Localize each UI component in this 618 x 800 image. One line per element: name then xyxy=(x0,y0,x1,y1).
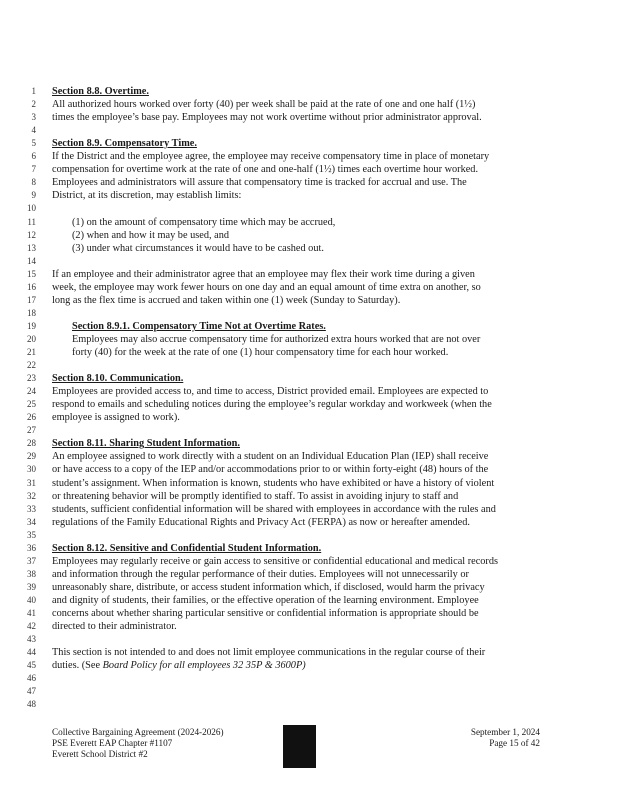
line-text-main: This section is not intended to and does not limit employee communications in the regular course of their xyxy=(52,647,486,659)
line-number: 33 xyxy=(27,503,36,514)
document-line xyxy=(0,581,618,594)
line-text-main: week, the employee may work fewer hours on one day and an equal amount of time extra on another, so xyxy=(52,281,481,293)
footer-agreement-title: Collective Bargaining Agreement (2024-2026) xyxy=(52,727,224,737)
line-number: 39 xyxy=(27,581,36,592)
document-line xyxy=(0,255,618,268)
line-number: 5 xyxy=(31,138,36,149)
document-line xyxy=(0,542,618,555)
line-number: 36 xyxy=(27,542,36,553)
document-line xyxy=(0,137,618,150)
line-text-main: and information through the regular performance of their duties. Employees will not unnecessarily or xyxy=(52,568,469,580)
section-heading xyxy=(52,372,183,385)
line-number: 12 xyxy=(27,229,36,240)
line-text-main: Section 8.12. Sensitive and Confidential Student Information. xyxy=(52,542,322,554)
line-number: 47 xyxy=(27,686,36,697)
document-line xyxy=(0,346,618,359)
line-number: 2 xyxy=(31,99,36,110)
line-number: 28 xyxy=(27,438,36,449)
union-logo xyxy=(283,725,316,768)
line-text-main: or have access to a copy of the IEP and/or accommodations prior to or within forty-eight (48) hours of the xyxy=(52,464,489,476)
document-line xyxy=(0,216,618,229)
line-number: 44 xyxy=(27,647,36,658)
line-number: 3 xyxy=(31,112,36,123)
line-number: 16 xyxy=(27,281,36,292)
line-text-main: unreasonably share, distribute, or access student information which, if disclosed, would harm the privacy xyxy=(52,581,485,593)
line-number: 45 xyxy=(27,660,36,671)
line-number: 38 xyxy=(27,568,36,579)
document-line xyxy=(0,229,618,242)
line-number: 43 xyxy=(27,634,36,645)
footer-chapter: PSE Everett EAP Chapter #1107 xyxy=(52,738,173,748)
line-text xyxy=(52,411,180,424)
policy-reference: Board Policy for all employees 32 35P & 3600P) xyxy=(102,660,306,672)
line-text-main: times the employee’s base pay. Employees may not work overtime without prior administrator approval. xyxy=(52,112,482,124)
line-text-main: student’s assignment. When information is known, students who have exhibited or have a history of violent xyxy=(52,477,495,489)
document-line xyxy=(0,398,618,411)
line-text xyxy=(72,242,324,255)
document-line xyxy=(0,294,618,307)
section-heading xyxy=(52,137,197,150)
line-number: 20 xyxy=(27,333,36,344)
line-number: 42 xyxy=(27,621,36,632)
document-line xyxy=(0,607,618,620)
line-text xyxy=(52,620,177,633)
line-text-main: If an employee and their administrator agree that an employee may flex their work time during a given xyxy=(52,268,475,280)
document-line xyxy=(0,98,618,111)
document-line xyxy=(0,111,618,124)
document-line xyxy=(0,555,618,568)
line-number: 1 xyxy=(31,86,36,96)
line-text xyxy=(52,607,479,620)
line-text xyxy=(52,516,470,529)
line-text-main: Section 8.11. Sharing Student Information. xyxy=(52,438,240,450)
line-text xyxy=(52,398,492,411)
line-number: 15 xyxy=(27,268,36,279)
document-line xyxy=(0,242,618,255)
line-number: 6 xyxy=(31,151,36,162)
line-number: 14 xyxy=(27,255,36,266)
document-line xyxy=(0,477,618,490)
document-line xyxy=(0,672,618,685)
line-text xyxy=(52,594,479,607)
line-number: 27 xyxy=(27,425,36,436)
line-number: 8 xyxy=(31,177,36,188)
document-line xyxy=(0,268,618,281)
line-text xyxy=(52,450,488,463)
document-line xyxy=(0,633,618,646)
line-text-main: (2) when and how it may be used, and xyxy=(72,229,229,241)
document-line xyxy=(0,85,618,98)
document-line xyxy=(0,359,618,372)
line-text-main: duties. (See xyxy=(52,660,103,672)
line-number: 7 xyxy=(31,164,36,175)
line-number: 22 xyxy=(27,360,36,371)
document-line xyxy=(0,124,618,137)
line-text-main: Section 8.9. Compensatory Time. xyxy=(52,138,197,150)
line-text xyxy=(52,111,482,124)
line-text-main: Employees may also accrue compensatory time for authorized extra hours worked that are not over xyxy=(72,333,481,345)
document-line xyxy=(0,150,618,163)
document-line xyxy=(0,176,618,189)
line-number: 40 xyxy=(27,594,36,605)
line-number: 48 xyxy=(27,699,36,710)
line-text-main: forty (40) for the week at the rate of one (1) hour compensatory time for each hour worked. xyxy=(72,347,449,358)
line-text xyxy=(52,555,498,568)
line-text xyxy=(72,216,335,229)
line-text-main: students, sufficient confidential information will be shared with employees in accordance with the rules and xyxy=(52,503,496,515)
line-text-main: long as the flex time is accrued and taken within one (1) week (Sunday to Saturday). xyxy=(52,294,401,306)
document-line xyxy=(0,281,618,294)
line-number: 46 xyxy=(27,673,36,684)
document-line xyxy=(0,529,618,542)
line-number: 18 xyxy=(27,307,36,318)
line-text xyxy=(72,229,229,242)
line-text xyxy=(52,646,485,659)
line-text-main: (3) under what circumstances it would have to be cashed out. xyxy=(72,242,324,254)
line-text-main: regulations of the Family Educational Rights and Privacy Act (FERPA) as now or hereafter amended. xyxy=(52,516,470,528)
line-text-main: District, at its discretion, may establish limits: xyxy=(52,190,242,202)
footer-date: September 1, 2024 xyxy=(470,727,540,737)
line-text-main: compensation for overtime work at the rate of one and one-half (1½) times each overtime hour worked. xyxy=(52,164,479,176)
line-text xyxy=(52,490,458,503)
line-text-main: If the District and the employee agree, the employee may receive compensatory time in place of monetary xyxy=(52,151,490,163)
line-number: 11 xyxy=(27,216,36,227)
line-number: 25 xyxy=(27,399,36,410)
line-text-main: All authorized hours worked over forty (40) per week shall be paid at the rate of one and one half (1½) xyxy=(52,99,476,111)
line-text xyxy=(52,268,475,281)
line-number: 37 xyxy=(27,555,36,566)
line-text-main: Employees are provided access to, and time to access, District provided email. Employees are expected to xyxy=(52,386,489,398)
line-text-main: An employee assigned to work directly with a student on an Individual Education Plan (IEP) shall receive xyxy=(52,451,489,463)
document-line xyxy=(0,411,618,424)
line-text xyxy=(52,463,488,476)
line-number: 35 xyxy=(27,529,36,540)
line-text-main: or threatening behavior will be promptly identified to staff. To assist in avoiding injury to staff and xyxy=(52,490,459,502)
line-text-main: employee is assigned to work). xyxy=(52,412,180,424)
line-text xyxy=(52,581,485,594)
line-number: 23 xyxy=(27,373,36,384)
line-number: 30 xyxy=(27,464,36,475)
document-line xyxy=(0,659,618,672)
document-line xyxy=(0,620,618,633)
line-number: 21 xyxy=(27,347,36,357)
line-number: 19 xyxy=(27,320,36,331)
line-number: 41 xyxy=(27,608,36,618)
line-text-main: directed to their administrator. xyxy=(52,621,177,633)
line-text xyxy=(72,346,448,359)
document-line xyxy=(0,437,618,450)
document-line xyxy=(0,463,618,476)
document-line xyxy=(0,163,618,176)
line-number: 4 xyxy=(31,125,36,136)
line-text xyxy=(52,659,306,672)
line-number: 31 xyxy=(27,477,36,488)
document-line xyxy=(0,698,618,711)
line-number: 32 xyxy=(27,490,36,501)
line-text xyxy=(52,294,400,307)
line-text xyxy=(52,281,481,294)
section-heading xyxy=(52,85,149,98)
footer-district: Everett School District #2 xyxy=(52,749,148,759)
line-text xyxy=(52,163,478,176)
line-text-main: Section 8.10. Communication. xyxy=(52,373,184,385)
line-text xyxy=(52,176,467,189)
document-line xyxy=(0,189,618,202)
document-line xyxy=(0,516,618,529)
document-line xyxy=(0,424,618,437)
footer-page-number: Page 15 of 42 xyxy=(489,738,540,748)
line-text-main: and dignity of students, their families, or the effective operation of the learning environment. Employee xyxy=(52,594,479,606)
line-text-main: respond to emails and scheduling notices during the employee’s regular workday and workweek (when the xyxy=(52,399,492,411)
document-line xyxy=(0,307,618,320)
section-heading xyxy=(52,437,240,450)
line-number: 13 xyxy=(27,242,36,253)
line-text xyxy=(52,503,496,516)
document-line xyxy=(0,450,618,463)
line-number: 29 xyxy=(27,451,36,462)
line-number: 24 xyxy=(27,386,36,397)
document-line xyxy=(0,594,618,607)
document-line xyxy=(0,385,618,398)
document-line xyxy=(0,646,618,659)
line-text-main: (1) on the amount of compensatory time which may be accrued, xyxy=(72,216,336,228)
line-number: 10 xyxy=(27,203,36,214)
document-line xyxy=(0,503,618,516)
line-text-main: Section 8.9.1. Compensatory Time Not at Overtime Rates. xyxy=(72,320,326,332)
line-text-main: Employees and administrators will assure that compensatory time is tracked for accrual and use. The xyxy=(52,177,467,189)
line-text xyxy=(52,150,489,163)
document-line xyxy=(0,202,618,215)
document-line xyxy=(0,333,618,346)
line-number: 17 xyxy=(27,294,36,305)
document-line xyxy=(0,568,618,581)
line-number: 26 xyxy=(27,412,36,423)
line-text xyxy=(52,385,488,398)
document-line xyxy=(0,685,618,698)
document-line xyxy=(0,372,618,385)
line-text xyxy=(52,568,469,581)
line-text xyxy=(52,98,475,111)
line-text xyxy=(72,333,480,346)
document-line xyxy=(0,320,618,333)
line-text xyxy=(52,477,494,490)
document-line xyxy=(0,490,618,503)
line-text-main: Section 8.8. Overtime. xyxy=(52,86,149,97)
section-heading xyxy=(52,542,321,555)
line-text-main: Employees may regularly receive or gain access to sensitive or confidential educational and medical records xyxy=(52,555,499,567)
line-number: 34 xyxy=(27,516,36,527)
line-number: 9 xyxy=(31,190,36,201)
line-text xyxy=(52,189,241,202)
section-heading xyxy=(72,320,326,333)
line-text-main: concerns about whether sharing particular sensitive or confidential information is appropriate should be xyxy=(52,608,479,619)
